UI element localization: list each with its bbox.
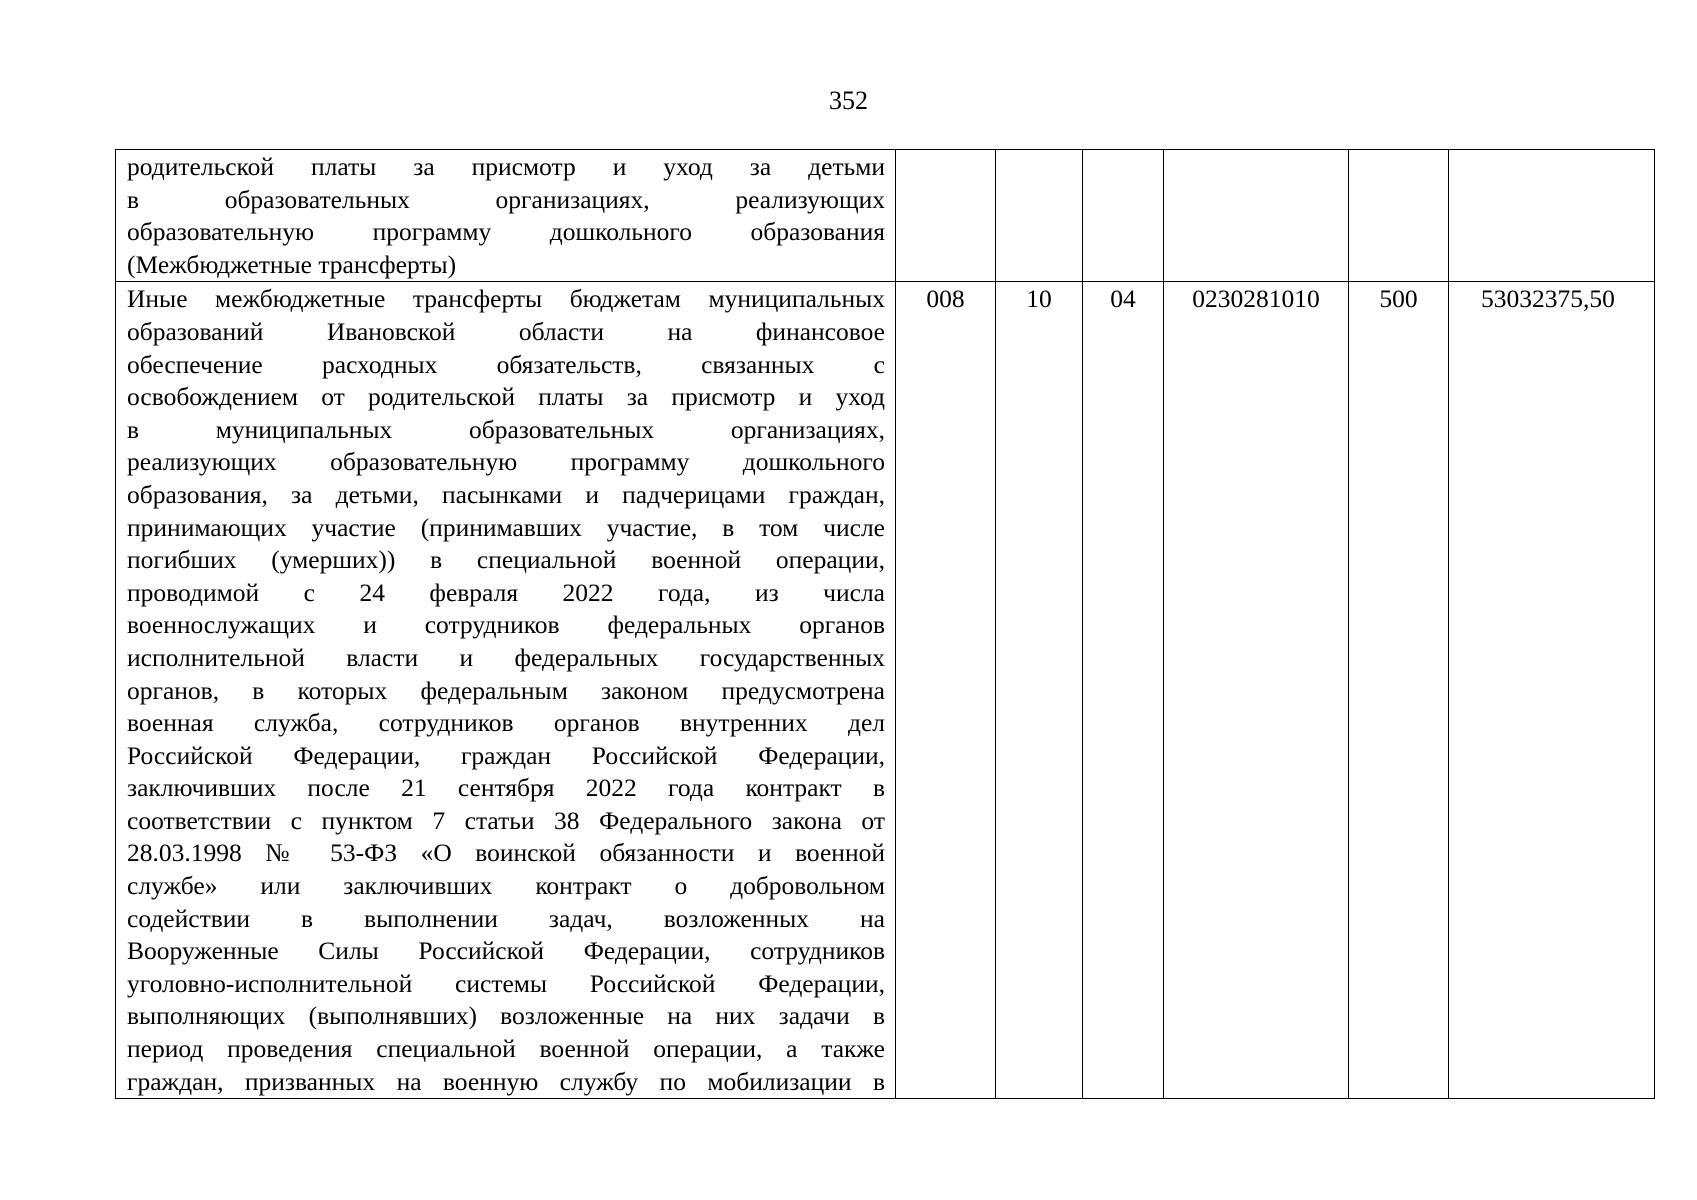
amount-cell: 53032375,50 (1449, 282, 1655, 1099)
description-line: соответствии с пунктом 7 статьи 38 Федерального закона от (127, 805, 885, 835)
description-line: образований Ивановской области на финансовое (127, 316, 885, 346)
description-line: образовательную программу дошкольного образования (127, 217, 885, 247)
description-line: заключивших после 21 сентября 2022 года контракт в (127, 773, 885, 803)
description-line: проводимой с 24 февраля 2022 года, из числа (127, 577, 885, 607)
section-cell (996, 150, 1083, 282)
admin-code-cell: 008 (896, 282, 996, 1099)
description-line: Иные межбюджетные трансферты бюджетам муниципальных (127, 284, 885, 314)
target-article-cell: 0230281010 (1164, 282, 1349, 1099)
section-cell: 10 (996, 282, 1083, 1099)
budget-table (115, 149, 1655, 1099)
description-line: военнослужащих и сотрудников федеральных органов (127, 610, 885, 640)
description-line: погибших (умерших)) в специальной военной операции, (127, 545, 885, 575)
description-line: службе» или заключивших контракт о добровольном (127, 871, 885, 901)
table-row (116, 282, 1655, 1099)
description-line: органов, в которых федеральным законом предусмотрена (127, 675, 885, 705)
expense-type-cell: 500 (1349, 282, 1449, 1099)
description-line: обеспечение расходных обязательств, связанных с (127, 349, 885, 379)
admin-code-cell (896, 150, 996, 282)
description-line: реализующих образовательную программу дошкольного (127, 447, 885, 477)
amount-cell (1449, 150, 1655, 282)
subsection-cell (1083, 150, 1164, 282)
description-line: военная служба, сотрудников органов внутренних дел (127, 708, 885, 738)
description-line: Российской Федерации, граждан Российской Федерации, (127, 740, 885, 770)
description-line: уголовно-исполнительной системы Российской Федерации, (127, 968, 885, 998)
description-line: в образовательных организациях, реализующих (127, 184, 885, 214)
page-number: 352 (829, 86, 868, 115)
description-line: Вооруженные Силы Российской Федерации, сотрудников (127, 936, 885, 966)
target-article-cell (1164, 150, 1349, 282)
description-line: граждан, призванных на военную службу по мобилизации в (127, 1066, 885, 1096)
table-row (116, 150, 1655, 282)
description-line: 28.03.1998 № 53-ФЗ «О воинской обязанности и военной (127, 838, 885, 868)
description-line: (Межбюджетные трансферты) (127, 249, 457, 279)
expense-type-cell (1349, 150, 1449, 282)
description-cell (116, 282, 896, 1099)
description-line: содействии в выполнении задач, возложенных на (127, 903, 885, 933)
description-line: родительской платы за присмотр и уход за детьми (127, 152, 885, 181)
description-line: выполняющих (выполнявших) возложенные на них задачи в (127, 1001, 885, 1031)
description-cell (116, 150, 896, 282)
description-line: принимающих участие (принимавших участие, в том числе (127, 512, 885, 542)
description-line: в муниципальных образовательных организациях, (127, 414, 885, 444)
subsection-cell: 04 (1083, 282, 1164, 1099)
description-line: исполнительной власти и федеральных государственных (127, 642, 885, 672)
description-line: освобождением от родительской платы за присмотр и уход (127, 382, 885, 412)
description-line: период проведения специальной военной операции, а также (127, 1034, 885, 1064)
description-line: образования, за детьми, пасынками и падчерицами граждан, (127, 479, 885, 509)
